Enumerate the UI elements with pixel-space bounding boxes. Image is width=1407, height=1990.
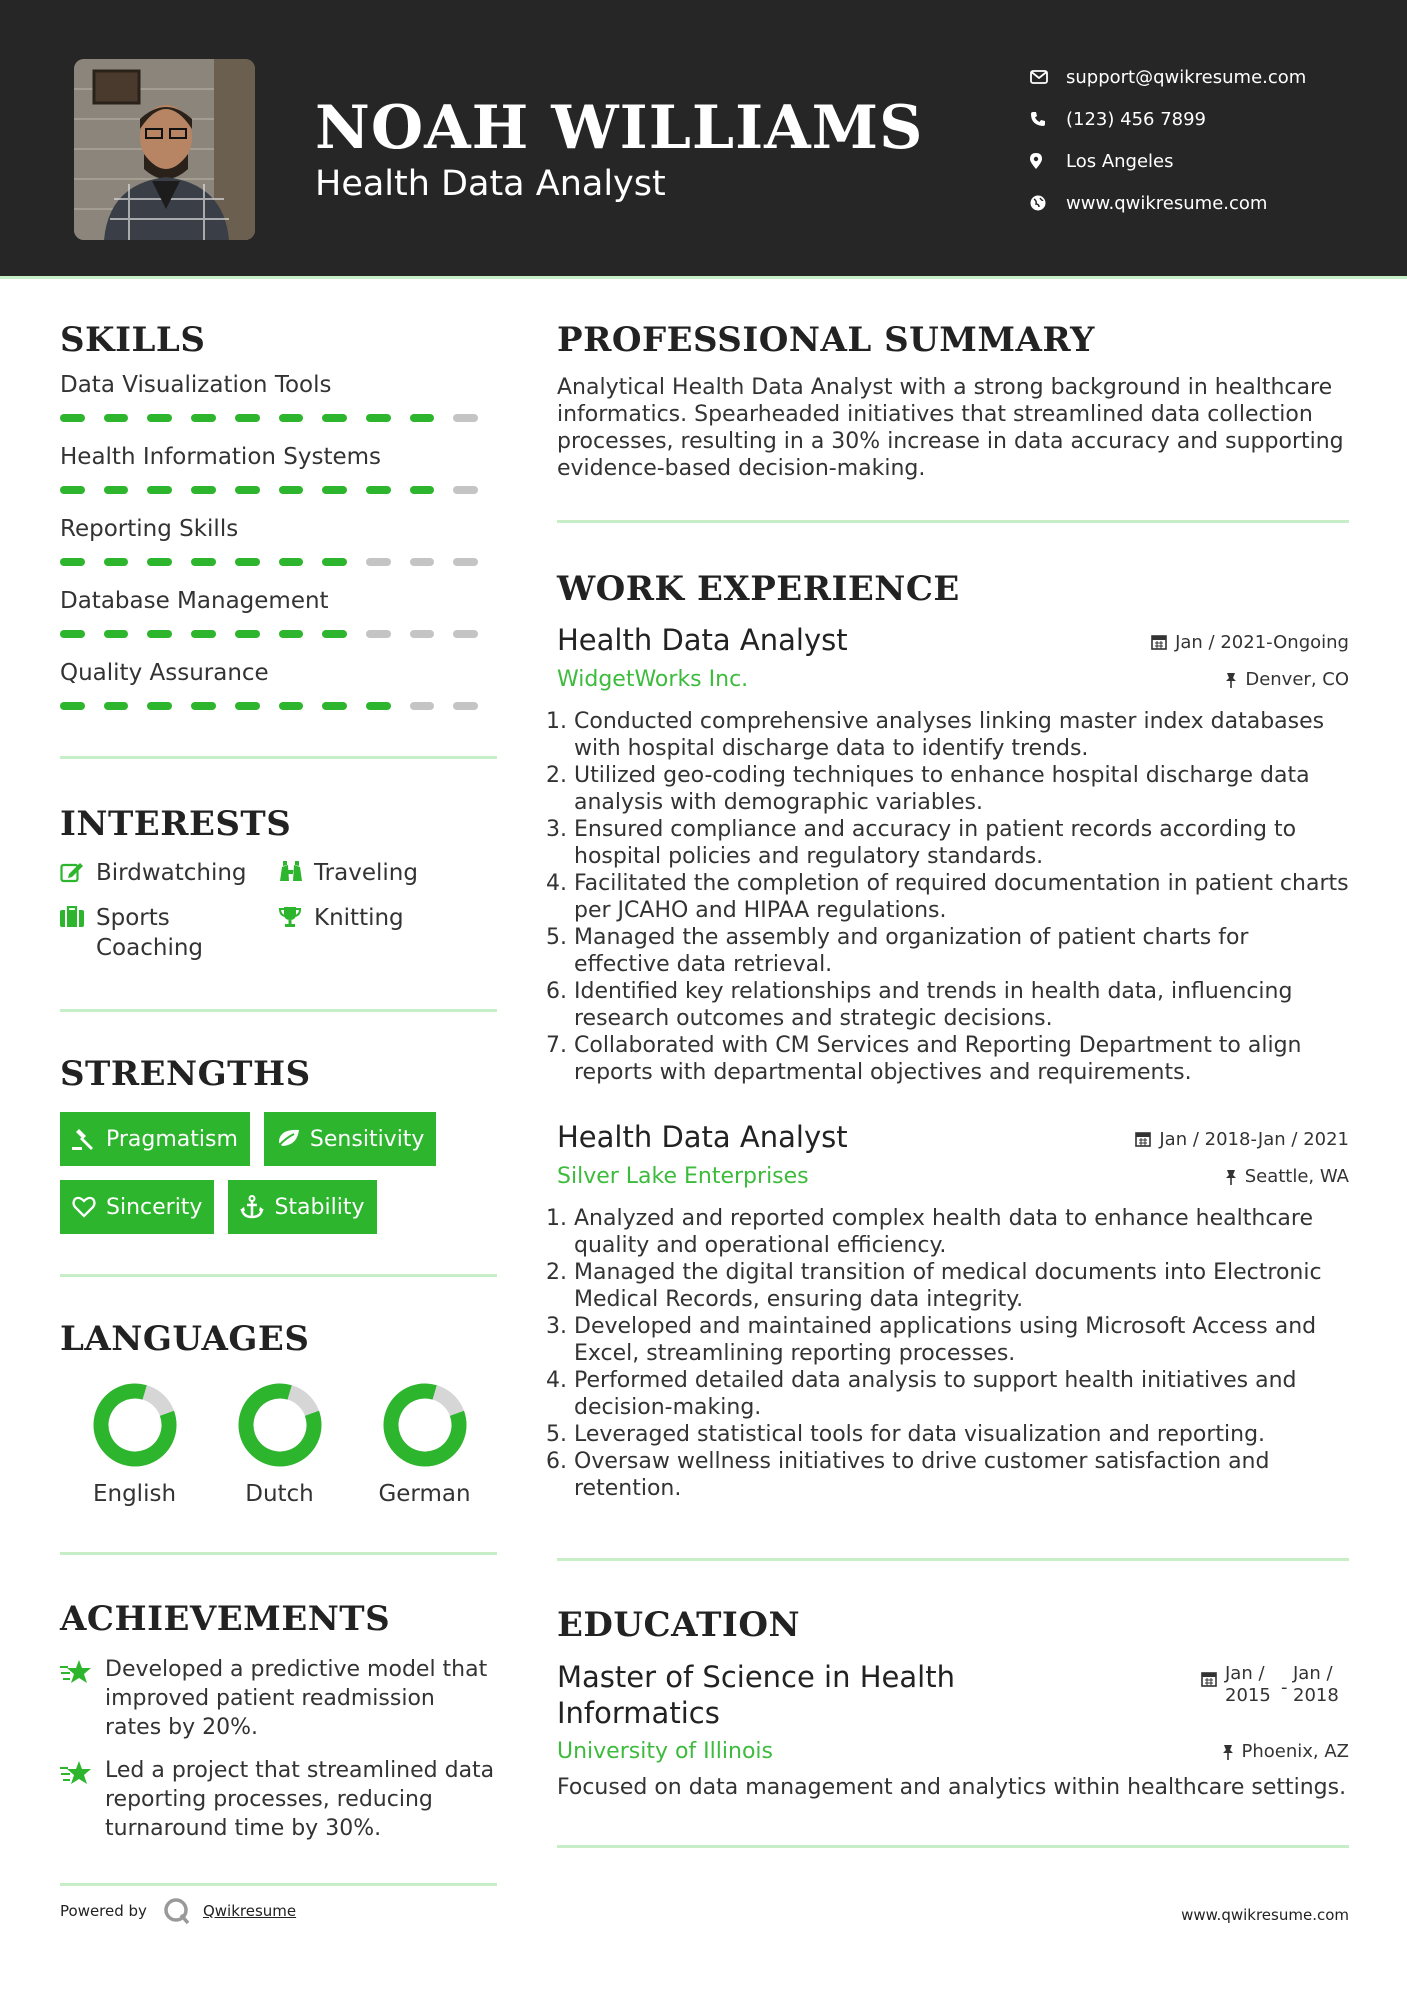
education-location-text: Phoenix, AZ: [1241, 1741, 1349, 1762]
duty-item: 6. Oversaw wellness initiatives to drive customer satisfaction and retention.: [574, 1448, 1349, 1502]
job-entry: [557, 623, 1349, 1086]
section-divider: [60, 1009, 497, 1012]
contact-email-text[interactable]: support@qwikresume.com: [1066, 66, 1307, 88]
qwikresume-logo-icon: [163, 1897, 191, 1925]
pin-icon: [1222, 1744, 1234, 1760]
skill-level-bar: [60, 702, 497, 710]
contact-website: [1030, 182, 1306, 224]
achievement-text: Developed a predictive model that improved patient readmission rates by 20%.: [105, 1657, 488, 1740]
summary-text: Analytical Health Data Analyst with a strong background in healthcare informatics. Spearheaded initiatives that streamlined data collection processes, resulting in a 30% increase in data accuracy and supporting evidence-based decision-making.: [557, 375, 1344, 481]
skill-level-bar: [60, 630, 497, 638]
duty-item: 4. Facilitated the completion of required documentation in patient charts per JCAHO and HIPAA regulations.: [574, 870, 1349, 924]
pin-icon: [1225, 1169, 1237, 1185]
jobs-list: [557, 623, 1349, 1502]
achievement-item: [60, 1756, 497, 1843]
skill-level-segment: [453, 702, 478, 710]
footer-website[interactable]: www.qwikresume.com: [1181, 1906, 1349, 1924]
briefcase-icon: [60, 903, 96, 936]
candidate-title: Health Data Analyst: [315, 164, 666, 204]
contact-website-text[interactable]: www.qwikresume.com: [1066, 192, 1268, 214]
section-divider: [557, 1845, 1349, 1848]
skill-level-segment: [410, 414, 435, 422]
skill-level-segment: [191, 414, 216, 422]
resume-header: [0, 0, 1407, 276]
duty-item: 1. Conducted comprehensive analyses linking master index databases with hospital discharge data to identify trends.: [574, 708, 1349, 762]
contact-location-text: Los Angeles: [1066, 150, 1174, 172]
skill-level-bar: [60, 414, 497, 422]
candidate-name: NOAH WILLIAMS: [315, 93, 924, 163]
education-location: [1222, 1741, 1350, 1762]
trophy-icon: [278, 903, 314, 936]
interest-item: [60, 903, 278, 963]
education-description: Focused on data management and analytics within healthcare settings.: [557, 1775, 1347, 1800]
job-date: [1135, 1129, 1349, 1150]
job-date: [1151, 632, 1349, 653]
skill-level-segment: [366, 702, 391, 710]
binoculars-icon: [278, 858, 314, 891]
language-item: [62, 1383, 207, 1507]
skill-level-segment: [147, 414, 172, 422]
skill-level-segment: [410, 558, 435, 566]
interests-list: [60, 858, 497, 963]
skill-level-segment: [322, 630, 347, 638]
skill-level-segment: [279, 702, 304, 710]
duty-item: 6. Identified key relationships and trends in health data, influencing research outcomes and strategic decisions.: [574, 978, 1349, 1032]
skill-level-bar: [60, 486, 497, 494]
calendar-icon: [1151, 634, 1167, 650]
leaf-icon: [276, 1129, 310, 1149]
skill-level-segment: [104, 702, 129, 710]
company-name: WidgetWorks Inc.: [557, 667, 749, 692]
duty-item: 7. Collaborated with CM Services and Reporting Department to align reports with departmental objectives and requirements.: [574, 1032, 1349, 1086]
star-icon: [60, 1655, 105, 1742]
skill-level-segment: [279, 558, 304, 566]
section-divider: [60, 1274, 497, 1277]
duty-item: 5. Leveraged statistical tools for data visualization and reporting.: [574, 1421, 1349, 1448]
language-name: Dutch: [245, 1481, 314, 1507]
skill-level-segment: [191, 486, 216, 494]
skills-list: [60, 372, 497, 710]
duty-list: [557, 1205, 1349, 1502]
skill-level-segment: [322, 414, 347, 422]
duty-list: [557, 708, 1349, 1086]
envelope-icon: [1030, 70, 1066, 84]
skill-level-segment: [453, 486, 478, 494]
footer-powered: [60, 1897, 296, 1925]
skill-level-segment: [453, 558, 478, 566]
skill-level-segment: [147, 486, 172, 494]
job-title: Health Data Analyst: [557, 1120, 848, 1154]
duty-item: 2. Managed the digital transition of medical documents into Electronic Medical Records, ensuring data integrity.: [574, 1259, 1349, 1313]
skill-level-segment: [322, 486, 347, 494]
job-location-text: Seattle, WA: [1244, 1166, 1349, 1187]
skill-level-segment: [279, 630, 304, 638]
education-date-separator: -: [1281, 1677, 1288, 1698]
skill-level-segment: [60, 558, 85, 566]
skill-level-segment: [453, 630, 478, 638]
calendar-icon: [1135, 1131, 1151, 1147]
duty-item: 3. Ensured compliance and accuracy in patient records according to hospital policies and regulatory standards.: [574, 816, 1349, 870]
achievements-heading: ACHIEVEMENTS: [60, 1599, 391, 1639]
job-date-text: Jan / 2018-Jan / 2021: [1159, 1128, 1349, 1150]
strength-label: Sensitivity: [309, 1126, 425, 1152]
pin-icon: [1225, 672, 1237, 688]
skill-name: Reporting Skills: [60, 516, 239, 542]
skill-level-segment: [279, 486, 304, 494]
contact-list: [1030, 56, 1306, 224]
achievement-item: [60, 1655, 497, 1742]
skill-level-segment: [235, 414, 260, 422]
job-sub: [557, 667, 1349, 692]
language-ring-fill: [238, 1383, 322, 1467]
contact-phone-text: (123) 456 7899: [1066, 108, 1207, 130]
education-date: [1201, 1663, 1349, 1731]
skill-level-segment: [235, 630, 260, 638]
section-divider: [60, 1883, 497, 1886]
experience-heading: WORK EXPERIENCE: [557, 569, 960, 609]
skill-level-segment: [322, 702, 347, 710]
skill-level-segment: [410, 702, 435, 710]
company-name: Silver Lake Enterprises: [557, 1164, 809, 1189]
skill-level-segment: [235, 486, 260, 494]
skill-level-segment: [410, 630, 435, 638]
language-name: German: [378, 1481, 471, 1507]
job-head: [557, 623, 1349, 657]
skill-level-segment: [147, 702, 172, 710]
skill-level-segment: [235, 558, 260, 566]
skill-level-segment: [366, 414, 391, 422]
job-location: [1225, 1166, 1349, 1187]
duty-item: 2. Utilized geo-coding techniques to enhance hospital discharge data analysis with demographic variables.: [574, 762, 1349, 816]
job-location-text: Denver, CO: [1245, 669, 1349, 690]
interest-label: Traveling: [314, 860, 418, 886]
strength-badge: [228, 1180, 376, 1234]
star-icon: [60, 1756, 105, 1843]
strength-label: Pragmatism: [106, 1126, 238, 1152]
interest-item: [278, 858, 478, 891]
phone-icon: [1030, 111, 1066, 127]
section-divider: [557, 520, 1349, 523]
skill-level-segment: [453, 414, 478, 422]
education-head: [557, 1659, 1349, 1731]
skill-level-segment: [366, 558, 391, 566]
skill-level-bar: [60, 558, 497, 566]
right-column: [557, 320, 1349, 1848]
section-divider: [60, 756, 497, 759]
left-column: [60, 320, 497, 1886]
contact-location: [1030, 140, 1306, 182]
job-entry: [557, 1120, 1349, 1502]
skill-level-segment: [104, 558, 129, 566]
achievement-text: Led a project that streamlined data reporting processes, reducing turnaround time by 30%.: [105, 1758, 495, 1841]
interest-label: Sports Coaching: [96, 905, 204, 961]
education-date-end: Jan / 2018: [1293, 1663, 1339, 1706]
language-ring: [238, 1383, 322, 1467]
language-ring-fill: [383, 1383, 467, 1467]
language-item: [207, 1383, 352, 1507]
contact-email: [1030, 56, 1306, 98]
skill-name: Database Management: [60, 588, 329, 614]
skill-level-segment: [191, 630, 216, 638]
education-sub: [557, 1739, 1349, 1764]
interest-label: Knitting: [314, 905, 404, 931]
job-date-text: Jan / 2021-Ongoing: [1175, 631, 1349, 653]
school-name: University of Illinois: [557, 1739, 773, 1764]
powered-by-label: Powered by: [60, 1902, 147, 1920]
heart-icon: [72, 1196, 106, 1218]
interest-item: [60, 858, 278, 891]
education-date-start: Jan / 2015: [1225, 1663, 1271, 1706]
brand-link[interactable]: Qwikresume: [202, 1902, 297, 1920]
languages-heading: LANGUAGES: [60, 1319, 310, 1359]
contact-phone: [1030, 98, 1306, 140]
skills-heading: SKILLS: [60, 320, 206, 360]
pencil-square-icon: [60, 858, 96, 891]
language-name: English: [92, 1481, 177, 1507]
strength-badge: [264, 1112, 437, 1166]
duty-item: 5. Managed the assembly and organization of patient charts for effective data retrieval.: [574, 924, 1349, 978]
languages-list: [62, 1383, 497, 1507]
skill-level-segment: [60, 486, 85, 494]
summary-heading: PROFESSIONAL SUMMARY: [557, 320, 1095, 360]
language-item: [352, 1383, 497, 1507]
skill-level-segment: [322, 558, 347, 566]
skill-level-segment: [410, 486, 435, 494]
job-sub: [557, 1164, 1349, 1189]
header-divider: [0, 276, 1407, 279]
strength-badge: [60, 1112, 250, 1166]
globe-icon: [1030, 195, 1066, 211]
section-divider: [60, 1552, 497, 1555]
job-location: [1225, 669, 1349, 690]
degree-title: Master of Science in Health Informatics: [557, 1660, 955, 1730]
interests-heading: INTERESTS: [60, 804, 292, 844]
map-pin-icon: [1030, 153, 1066, 169]
skill-level-segment: [104, 414, 129, 422]
strengths-list: [60, 1112, 497, 1248]
skill-level-segment: [60, 630, 85, 638]
job-title: Health Data Analyst: [557, 623, 848, 657]
job-head: [557, 1120, 1349, 1154]
skill-level-segment: [366, 486, 391, 494]
skill-level-segment: [366, 630, 391, 638]
skill-level-segment: [147, 630, 172, 638]
skill-name: Data Visualization Tools: [60, 372, 332, 398]
skill-name: Health Information Systems: [60, 444, 382, 470]
skill-level-segment: [147, 558, 172, 566]
gavel-icon: [72, 1128, 106, 1150]
strength-label: Stability: [274, 1194, 365, 1220]
duty-item: 4. Performed detailed data analysis to support health initiatives and decision-making.: [574, 1367, 1349, 1421]
skill-level-segment: [235, 702, 260, 710]
anchor-icon: [240, 1195, 274, 1219]
strength-label: Sincerity: [106, 1194, 203, 1220]
interest-item: [278, 903, 478, 963]
skill-name: Quality Assurance: [60, 660, 269, 686]
profile-photo: [74, 59, 255, 240]
skill-level-segment: [279, 414, 304, 422]
skill-level-segment: [104, 486, 129, 494]
skill-level-segment: [60, 414, 85, 422]
interest-label: Birdwatching: [96, 860, 247, 886]
language-ring: [383, 1383, 467, 1467]
skill-level-segment: [191, 558, 216, 566]
calendar-icon: [1201, 1671, 1217, 1687]
section-divider: [557, 1558, 1349, 1561]
language-ring: [93, 1383, 177, 1467]
language-ring-fill: [93, 1383, 177, 1467]
education-heading: EDUCATION: [557, 1605, 801, 1645]
skill-level-segment: [191, 702, 216, 710]
strength-badge: [60, 1180, 214, 1234]
duty-item: 1. Analyzed and reported complex health data to enhance healthcare quality and operational efficiency.: [574, 1205, 1349, 1259]
skill-level-segment: [60, 702, 85, 710]
strengths-heading: STRENGTHS: [60, 1054, 311, 1094]
skill-level-segment: [104, 630, 129, 638]
duty-item: 3. Developed and maintained applications using Microsoft Access and Excel, streamlining reporting processes.: [574, 1313, 1349, 1367]
